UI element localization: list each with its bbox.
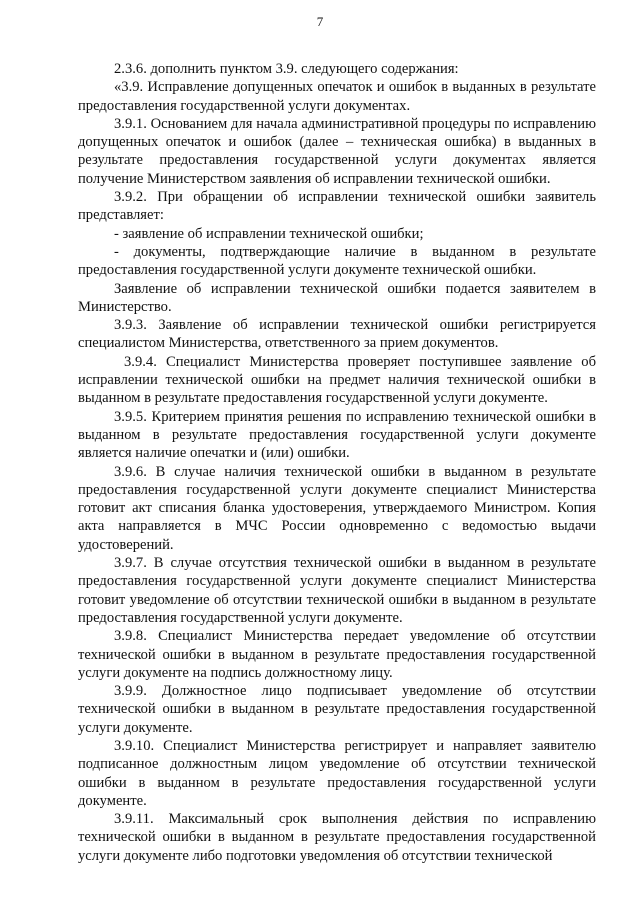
- paragraph-application-filed: Заявление об исправлении технической ошибки подается заявителем в Министерство.: [78, 280, 596, 315]
- paragraph-3-9-6: 3.9.6. В случае наличия технической ошибки в выданном в результате предоставления государственной услуги документе специалист Министерства готовит акт списания бланка удостоверения, утверждаемого Министром. Копия акта направляется в МЧС России одновременно с ведомостью выдачи удостоверений.: [78, 463, 596, 553]
- paragraph-3-9-2: 3.9.2. При обращении об исправлении технической ошибки заявитель представляет:: [78, 189, 596, 224]
- paragraph-3-9-1: 3.9.1. Основанием для начала административной процедуры по исправлению допущенных опечаток и ошибок (далее – техническая ошибка) в выданных в результате предоставления государственной услуги документах является получение Министерством заявления об исправлении технической ошибки.: [78, 115, 596, 187]
- paragraph-3-9-3: 3.9.3. Заявление об исправлении технической ошибки регистрируется специалистом Министерства, ответственного за прием документов.: [78, 317, 596, 352]
- paragraph-3-9-9: 3.9.9. Должностное лицо подписывает уведомление об отсутствии технической ошибки в выданном в результате предоставления государственной услуги документе.: [78, 683, 596, 736]
- paragraph-3-9-4: 3.9.4. Специалист Министерства проверяет поступившее заявление об исправлении технической ошибки на предмет наличия технической ошибки в выданном в результате предоставления государственной услуги документе.: [78, 353, 596, 407]
- paragraph-2-3-6: 2.3.6. дополнить пунктом 3.9. следующего содержания:: [114, 61, 459, 77]
- paragraph-3-9-11: 3.9.11. Максимальный срок выполнения действия по исправлению технической ошибки в выданном в результате предоставления государственной услуги документе либо подготовки уведомления об отсутствии технической: [78, 811, 596, 864]
- list-item-application: - заявление об исправлении технической ошибки;: [114, 225, 424, 242]
- page-number: 7: [316, 14, 324, 29]
- list-item-documents: - документы, подтверждающие наличие в выданном в результате предоставления государственной услуги документе технической ошибки.: [78, 243, 596, 279]
- paragraph-3-9-5: 3.9.5. Критерием принятия решения по исправлению технической ошибки в выданном в результате предоставления государственной услуги документе является наличие опечатки и (или) ошибки.: [78, 408, 596, 462]
- document-body: [78, 60, 596, 865]
- paragraph-3-9-10: 3.9.10. Специалист Министерства регистрирует и направляет заявителю подписанное должностным лицом уведомление об отсутствии технической ошибки в выданном в результате предоставления государственной услуги документе.: [78, 737, 596, 809]
- paragraph-3-9-title: «3.9. Исправление допущенных опечаток и ошибок в выданных в результате предоставления государственной услуги документах.: [78, 79, 596, 114]
- paragraph-3-9-8: 3.9.8. Специалист Министерства передает уведомление об отсутствии технической ошибки в выданном в результате предоставления государственной услуги документе на подпись должностному лицу.: [78, 628, 596, 681]
- paragraph-3-9-7: 3.9.7. В случае отсутствия технической ошибки в выданном в результате предоставления государственной услуги документе специалист Министерства готовит уведомление об отсутствии технической ошибки в выданном в результате предоставления государственной услуги документе.: [78, 555, 596, 626]
